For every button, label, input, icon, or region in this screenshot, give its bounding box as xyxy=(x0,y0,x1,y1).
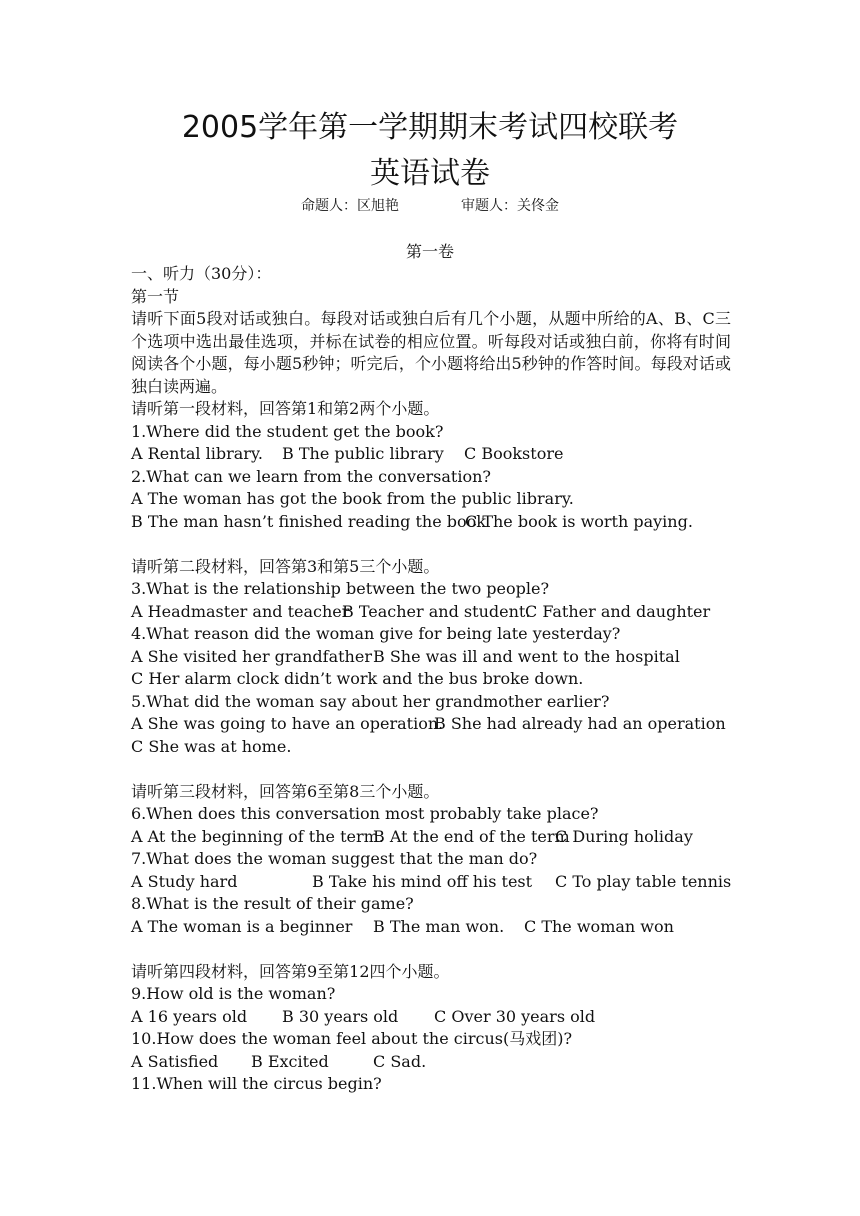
options-row xyxy=(131,1051,731,1074)
option: B She had already had an operation xyxy=(434,714,726,733)
option: A She visited her grandfather xyxy=(131,646,372,666)
option: C During holiday xyxy=(555,826,693,846)
group-intro: 请听第三段材料，回答第6至第8三个小题。 xyxy=(131,781,440,801)
question: 9.How old is the woman? xyxy=(131,984,336,1003)
option: C The book is worth paying. xyxy=(465,511,693,531)
option: C To play table tennis xyxy=(555,871,732,891)
blank-line xyxy=(131,758,731,781)
setter-name: 命题人：区旭艳 xyxy=(301,198,399,214)
option: C Sad. xyxy=(373,1051,427,1071)
options-row xyxy=(131,916,731,939)
question: 2.What can we learn from the conversation? xyxy=(131,466,491,486)
exam-title: 2005学年第一学期期末考试四校联考 xyxy=(181,110,679,145)
options-row xyxy=(131,826,731,849)
option: B At the end of the term xyxy=(373,826,570,846)
options-row xyxy=(131,871,731,894)
exam-content xyxy=(131,263,731,1096)
option: A Study hard xyxy=(131,871,238,891)
option: A 16 years old xyxy=(131,1006,248,1026)
options-row xyxy=(131,488,731,511)
volume-heading: 第一卷 xyxy=(405,242,454,261)
group-intro: 请听第四段材料，回答第9至第12四个小题。 xyxy=(131,961,450,981)
question: 11.When will the circus begin? xyxy=(131,1074,382,1093)
option: B The man hasn’t finished reading the book xyxy=(131,511,486,531)
options-row xyxy=(131,713,731,736)
option: C The woman won xyxy=(524,916,674,936)
question: 4.What reason did the woman give for being late yesterday? xyxy=(131,624,621,643)
options-row xyxy=(131,668,731,691)
option: B The man won. xyxy=(373,916,505,936)
question: 10.How does the woman feel about the circus(马戏团)? xyxy=(131,1029,573,1048)
options-row xyxy=(131,601,731,624)
option: A Rental library. xyxy=(131,444,263,463)
options-row xyxy=(131,1006,731,1029)
question: 6.When does this conversation most probably take place? xyxy=(131,804,599,823)
option: B Excited xyxy=(251,1051,329,1071)
option: B Teacher and student. xyxy=(342,601,531,621)
option: A At the beginning of the term. xyxy=(131,826,384,846)
authors-line xyxy=(0,197,860,215)
option: C She was at home. xyxy=(131,736,292,756)
group-intro: 请听第一段材料，回答第1和第2两个小题。 xyxy=(131,399,440,418)
options-row xyxy=(131,736,731,759)
option: C Her alarm clock didn’t work and the bus broke down. xyxy=(131,669,584,688)
instructions: 请听下面5段对话或独白。每段对话或独白后有几个小题，从题中所给的A、B、C三个选项中选出最佳选项，并标在试卷的相应位置。听每段对话或独白前，你将有时间阅读各个小题，每小题5秒钟；听完后，个小题将给出5秒钟的作答时间。每段对话或独白读两遍。 xyxy=(131,309,731,396)
group-intro: 请听第二段材料，回答第3和第5三个小题。 xyxy=(131,556,440,576)
options-row xyxy=(131,443,731,466)
reviewer-name: 审题人：关佟金 xyxy=(461,198,559,214)
option: A She was going to have an operation. xyxy=(131,714,444,733)
blank-line xyxy=(131,938,731,961)
option: A The woman has got the book from the public library. xyxy=(131,489,574,508)
options-row xyxy=(131,511,731,534)
option: C Bookstore xyxy=(464,444,564,463)
question: 3.What is the relationship between the two people? xyxy=(131,579,550,598)
option: C Father and daughter xyxy=(525,601,711,621)
exam-subtitle: 英语试卷 xyxy=(370,156,490,191)
option: B Take his mind off his test xyxy=(312,871,533,891)
option: A Headmaster and teacher xyxy=(131,601,350,621)
options-row xyxy=(131,646,731,669)
question: 7.What does the woman suggest that the man do? xyxy=(131,849,538,868)
option: C Over 30 years old xyxy=(434,1006,596,1026)
option: B 30 years old xyxy=(282,1006,399,1026)
option: A Satisfied xyxy=(131,1051,219,1071)
option: B The public library xyxy=(282,444,444,463)
question: 8.What is the result of their game? xyxy=(131,894,414,913)
question: 5.What did the woman say about her grandmother earlier? xyxy=(131,691,610,711)
option: B She was ill and went to the hospital xyxy=(373,646,680,666)
option: A The woman is a beginner xyxy=(131,916,353,936)
question: 1.Where did the student get the book? xyxy=(131,421,444,441)
blank-line xyxy=(131,533,731,556)
section-heading: 一、听力（30分）： xyxy=(131,264,272,283)
part-heading: 第一节 xyxy=(131,286,180,306)
